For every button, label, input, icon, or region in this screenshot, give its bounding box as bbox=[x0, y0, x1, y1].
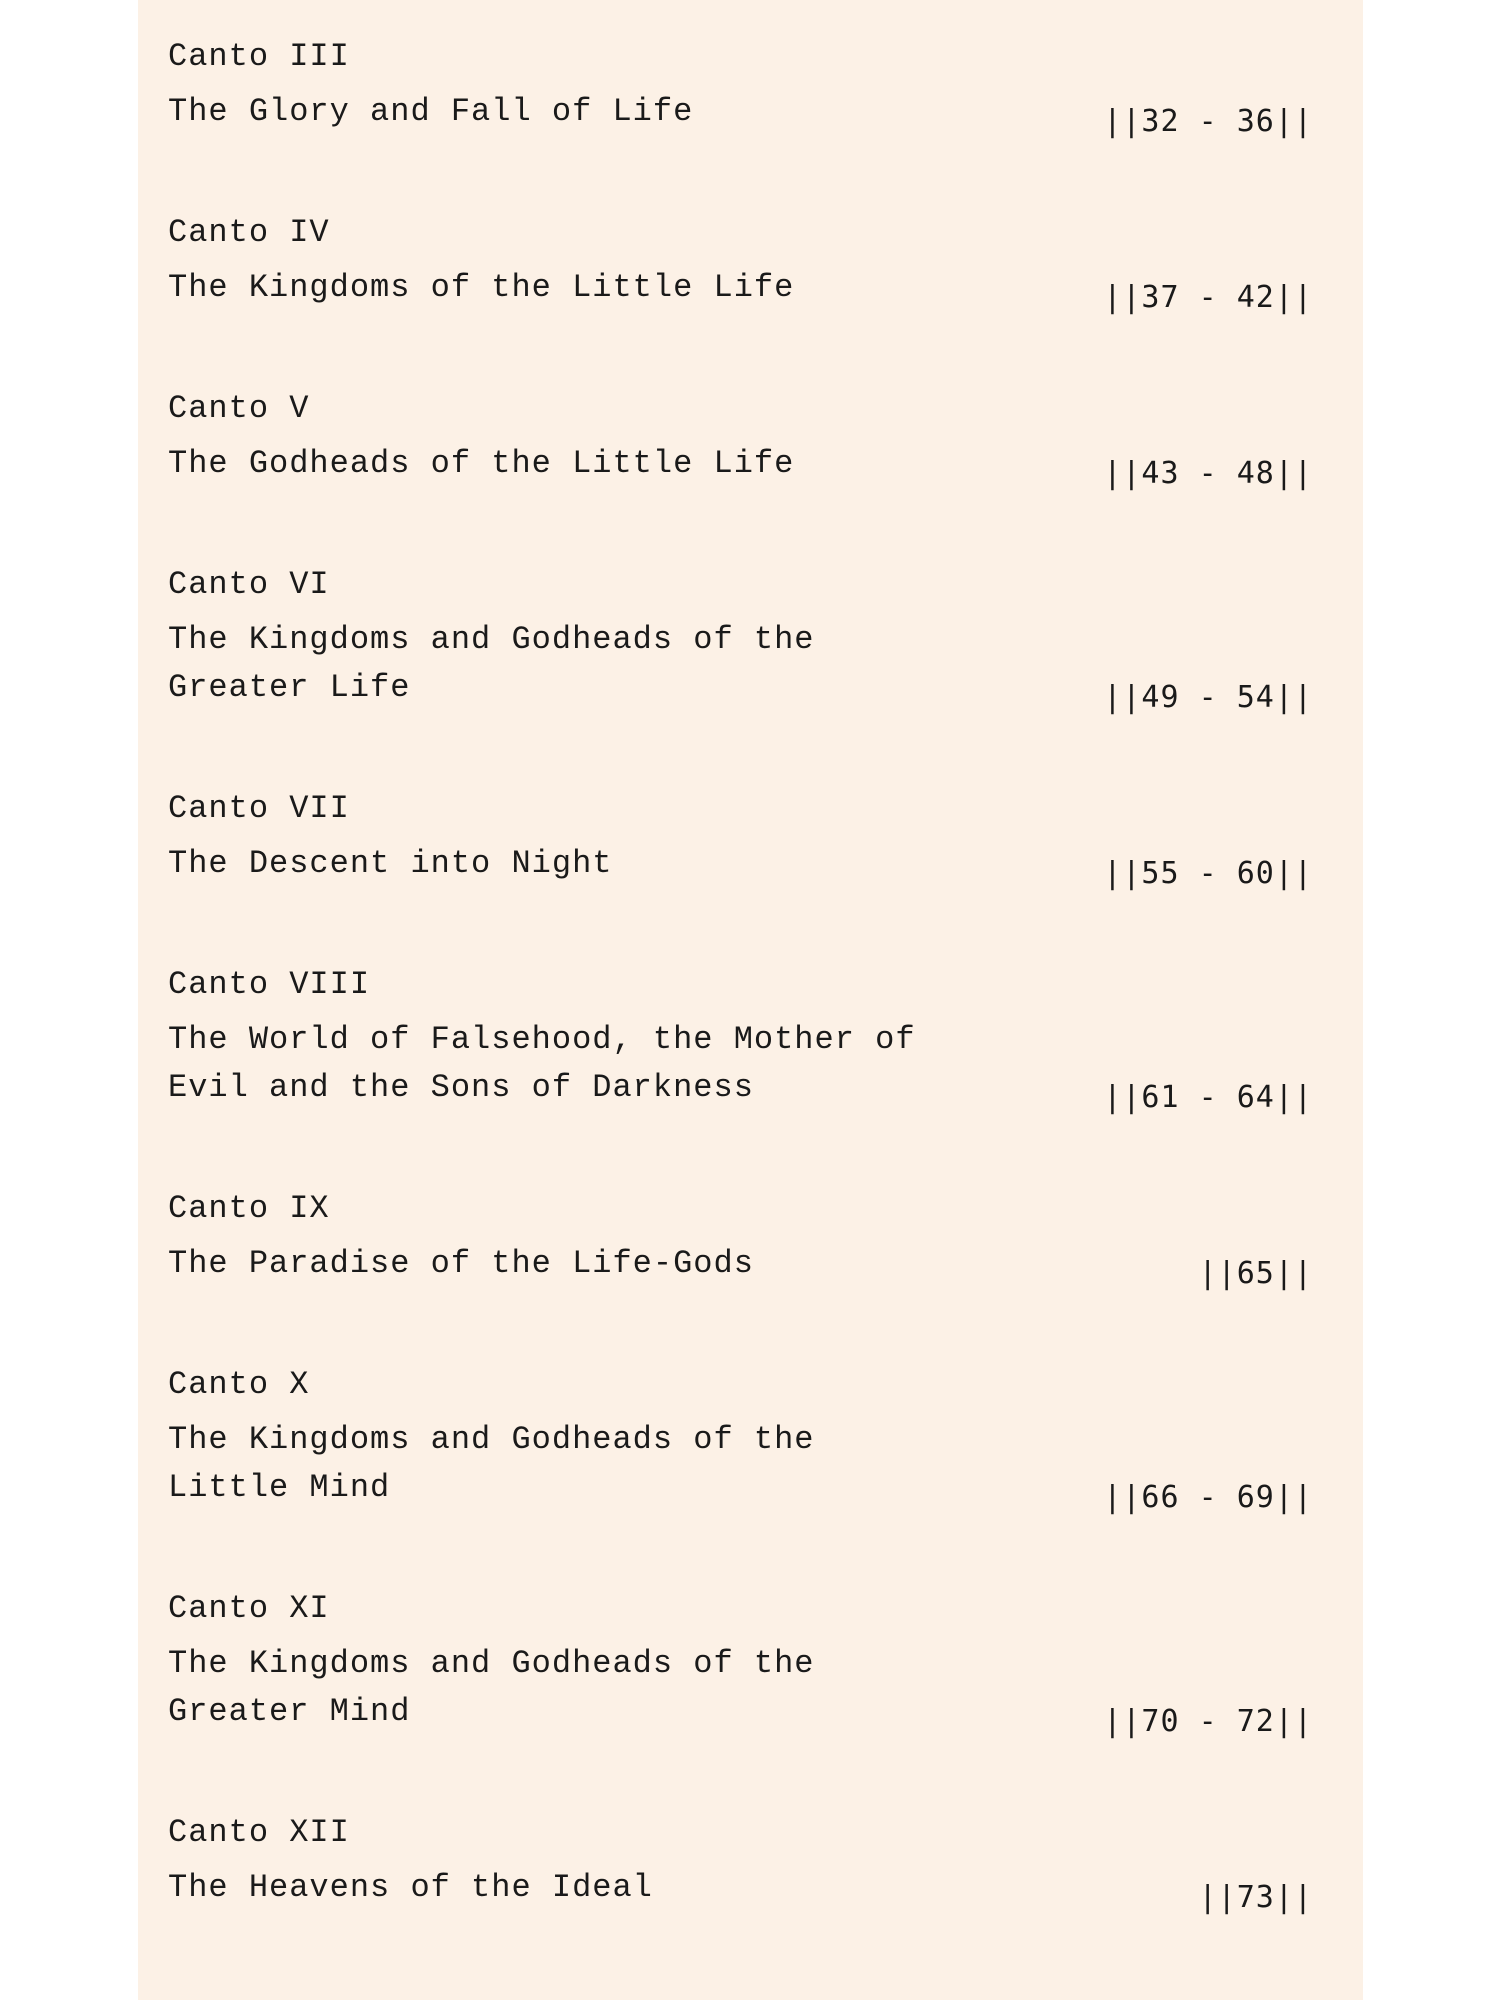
canto-title-line: The World of Falsehood, the Mother of bbox=[168, 1021, 916, 1058]
canto-title bbox=[168, 616, 1068, 712]
page-range: ||49 - 54|| bbox=[1103, 680, 1313, 715]
canto-label: Canto IX bbox=[168, 1190, 330, 1227]
canto-title bbox=[168, 1416, 1068, 1512]
page-range: ||73|| bbox=[1198, 1880, 1313, 1915]
canto-title bbox=[168, 840, 1068, 888]
canto-label: Canto V bbox=[168, 390, 310, 427]
canto-title-line: The Glory and Fall of Life bbox=[168, 93, 694, 130]
page-range: ||43 - 48|| bbox=[1103, 456, 1313, 491]
canto-title-line: The Heavens of the Ideal bbox=[168, 1869, 653, 1906]
canto-label: Canto VIII bbox=[168, 966, 371, 1003]
canto-title-line: The Kingdoms and Godheads of the bbox=[168, 621, 815, 658]
canto-title-line: Greater Life bbox=[168, 669, 411, 706]
canto-title-line: The Kingdoms and Godheads of the bbox=[168, 1421, 815, 1458]
canto-label: Canto VI bbox=[168, 566, 330, 603]
canto-label: Canto VII bbox=[168, 790, 350, 827]
canto-title-line: The Kingdoms of the Little Life bbox=[168, 269, 795, 306]
canto-title-line: The Paradise of the Life-Gods bbox=[168, 1245, 754, 1282]
page-range: ||66 - 69|| bbox=[1103, 1480, 1313, 1515]
page-range: ||61 - 64|| bbox=[1103, 1080, 1313, 1115]
canto-title bbox=[168, 264, 1068, 312]
page-range: ||32 - 36|| bbox=[1103, 104, 1313, 139]
canto-label: Canto X bbox=[168, 1366, 310, 1403]
canto-title-line: Little Mind bbox=[168, 1469, 391, 1506]
canto-title bbox=[168, 1864, 1068, 1912]
canto-title bbox=[168, 1640, 1068, 1736]
page-range: ||70 - 72|| bbox=[1103, 1704, 1313, 1739]
canto-label: Canto III bbox=[168, 38, 350, 75]
canto-label: Canto XII bbox=[168, 1814, 350, 1851]
canto-title bbox=[168, 1016, 1068, 1112]
canto-title-line: The Kingdoms and Godheads of the bbox=[168, 1645, 815, 1682]
page-range: ||65|| bbox=[1198, 1256, 1313, 1291]
canto-title-line: The Godheads of the Little Life bbox=[168, 445, 795, 482]
canto-label: Canto XI bbox=[168, 1590, 330, 1627]
canto-title-line: Evil and the Sons of Darkness bbox=[168, 1069, 754, 1106]
canto-title bbox=[168, 1240, 1068, 1288]
canto-label: Canto IV bbox=[168, 214, 330, 251]
canto-title-line: The Descent into Night bbox=[168, 845, 613, 882]
page-range: ||37 - 42|| bbox=[1103, 280, 1313, 315]
page-range: ||55 - 60|| bbox=[1103, 856, 1313, 891]
canto-title bbox=[168, 440, 1068, 488]
canto-title bbox=[168, 88, 1068, 136]
contents-page bbox=[138, 0, 1363, 2000]
canto-title-line: Greater Mind bbox=[168, 1693, 411, 1730]
